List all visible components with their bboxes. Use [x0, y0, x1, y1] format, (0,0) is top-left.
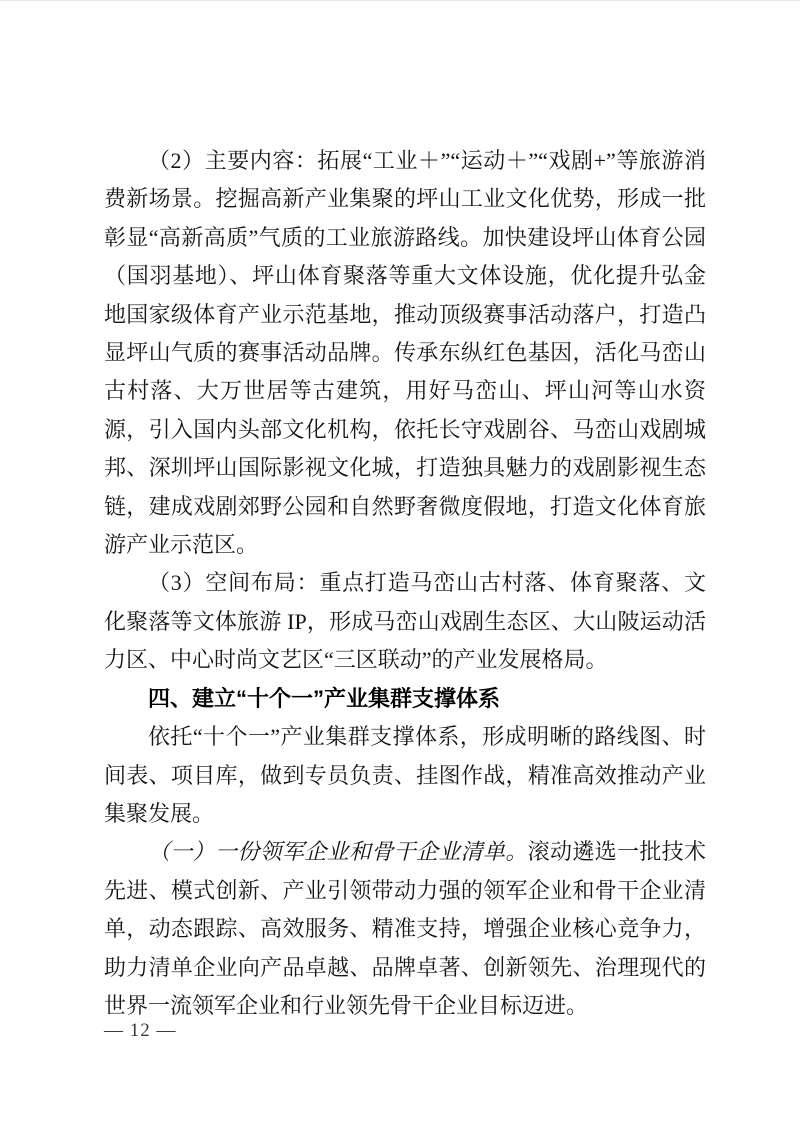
paragraph-enterprise-list-lead: （一）一份领军企业和骨干企业清单。 [148, 839, 528, 865]
paragraph-enterprise-list-rest: 滚动遴选一批技术先进、模式创新、产业引领带动力强的领军企业和骨干企业清单，动态跟踪、高效服务、精准支持，增强企业核心竞争力，助力清单企业向产品卓越、品牌卓著、创新领先、治理现代的世界一流领军企业和行业领先骨干企业目标迈进。 [104, 839, 706, 1018]
paragraph-main-content: （2）主要内容：拓展“工业＋”“运动＋”“戏剧+”等旅游消费新场景。挖掘高新产业集聚的坪山工业文化优势，形成一批彰显“高新高质”气质的工业旅游路线。加快建设坪山体育公园（国羽基地）、坪山体育聚落等重大文体设施，优化提升弘金地国家级体育产业示范基地，推动顶级赛事活动落户，打造凸显坪山气质的赛事活动品牌。传承东纵红色基因，活化马峦山古村落、大万世居等古建筑，用好马峦山、坪山河等山水资源，引入国内头部文化机构，依托长守戏剧谷、马峦山戏剧城邦、深圳坪山国际影视文化城，打造独具魅力的戏剧影视生态链，建成戏剧郊野公园和自然野奢微度假地，打造文化体育旅游产业示范区。 [104, 148, 706, 558]
page-number: — 12 — [104, 1020, 177, 1041]
paragraph-spatial-layout: （3）空间布局：重点打造马峦山古村落、体育聚落、文化聚落等文体旅游 IP，形成马峦山戏剧生态区、大山陂运动活力区、中心时尚文艺区“三区联动”的产业发展格局。 [104, 570, 706, 673]
paragraph-support-system: 依托“十个一”产业集群支撑体系，形成明晰的路线图、时间表、项目库，做到专员负责、挂图作战，精准高效推动产业集聚发展。 [104, 724, 706, 826]
paragraph-enterprise-list [104, 833, 706, 1025]
section-heading-four: 四、建立“十个一”产业集群支撑体系 [148, 685, 501, 711]
page-text-block [104, 142, 706, 1025]
